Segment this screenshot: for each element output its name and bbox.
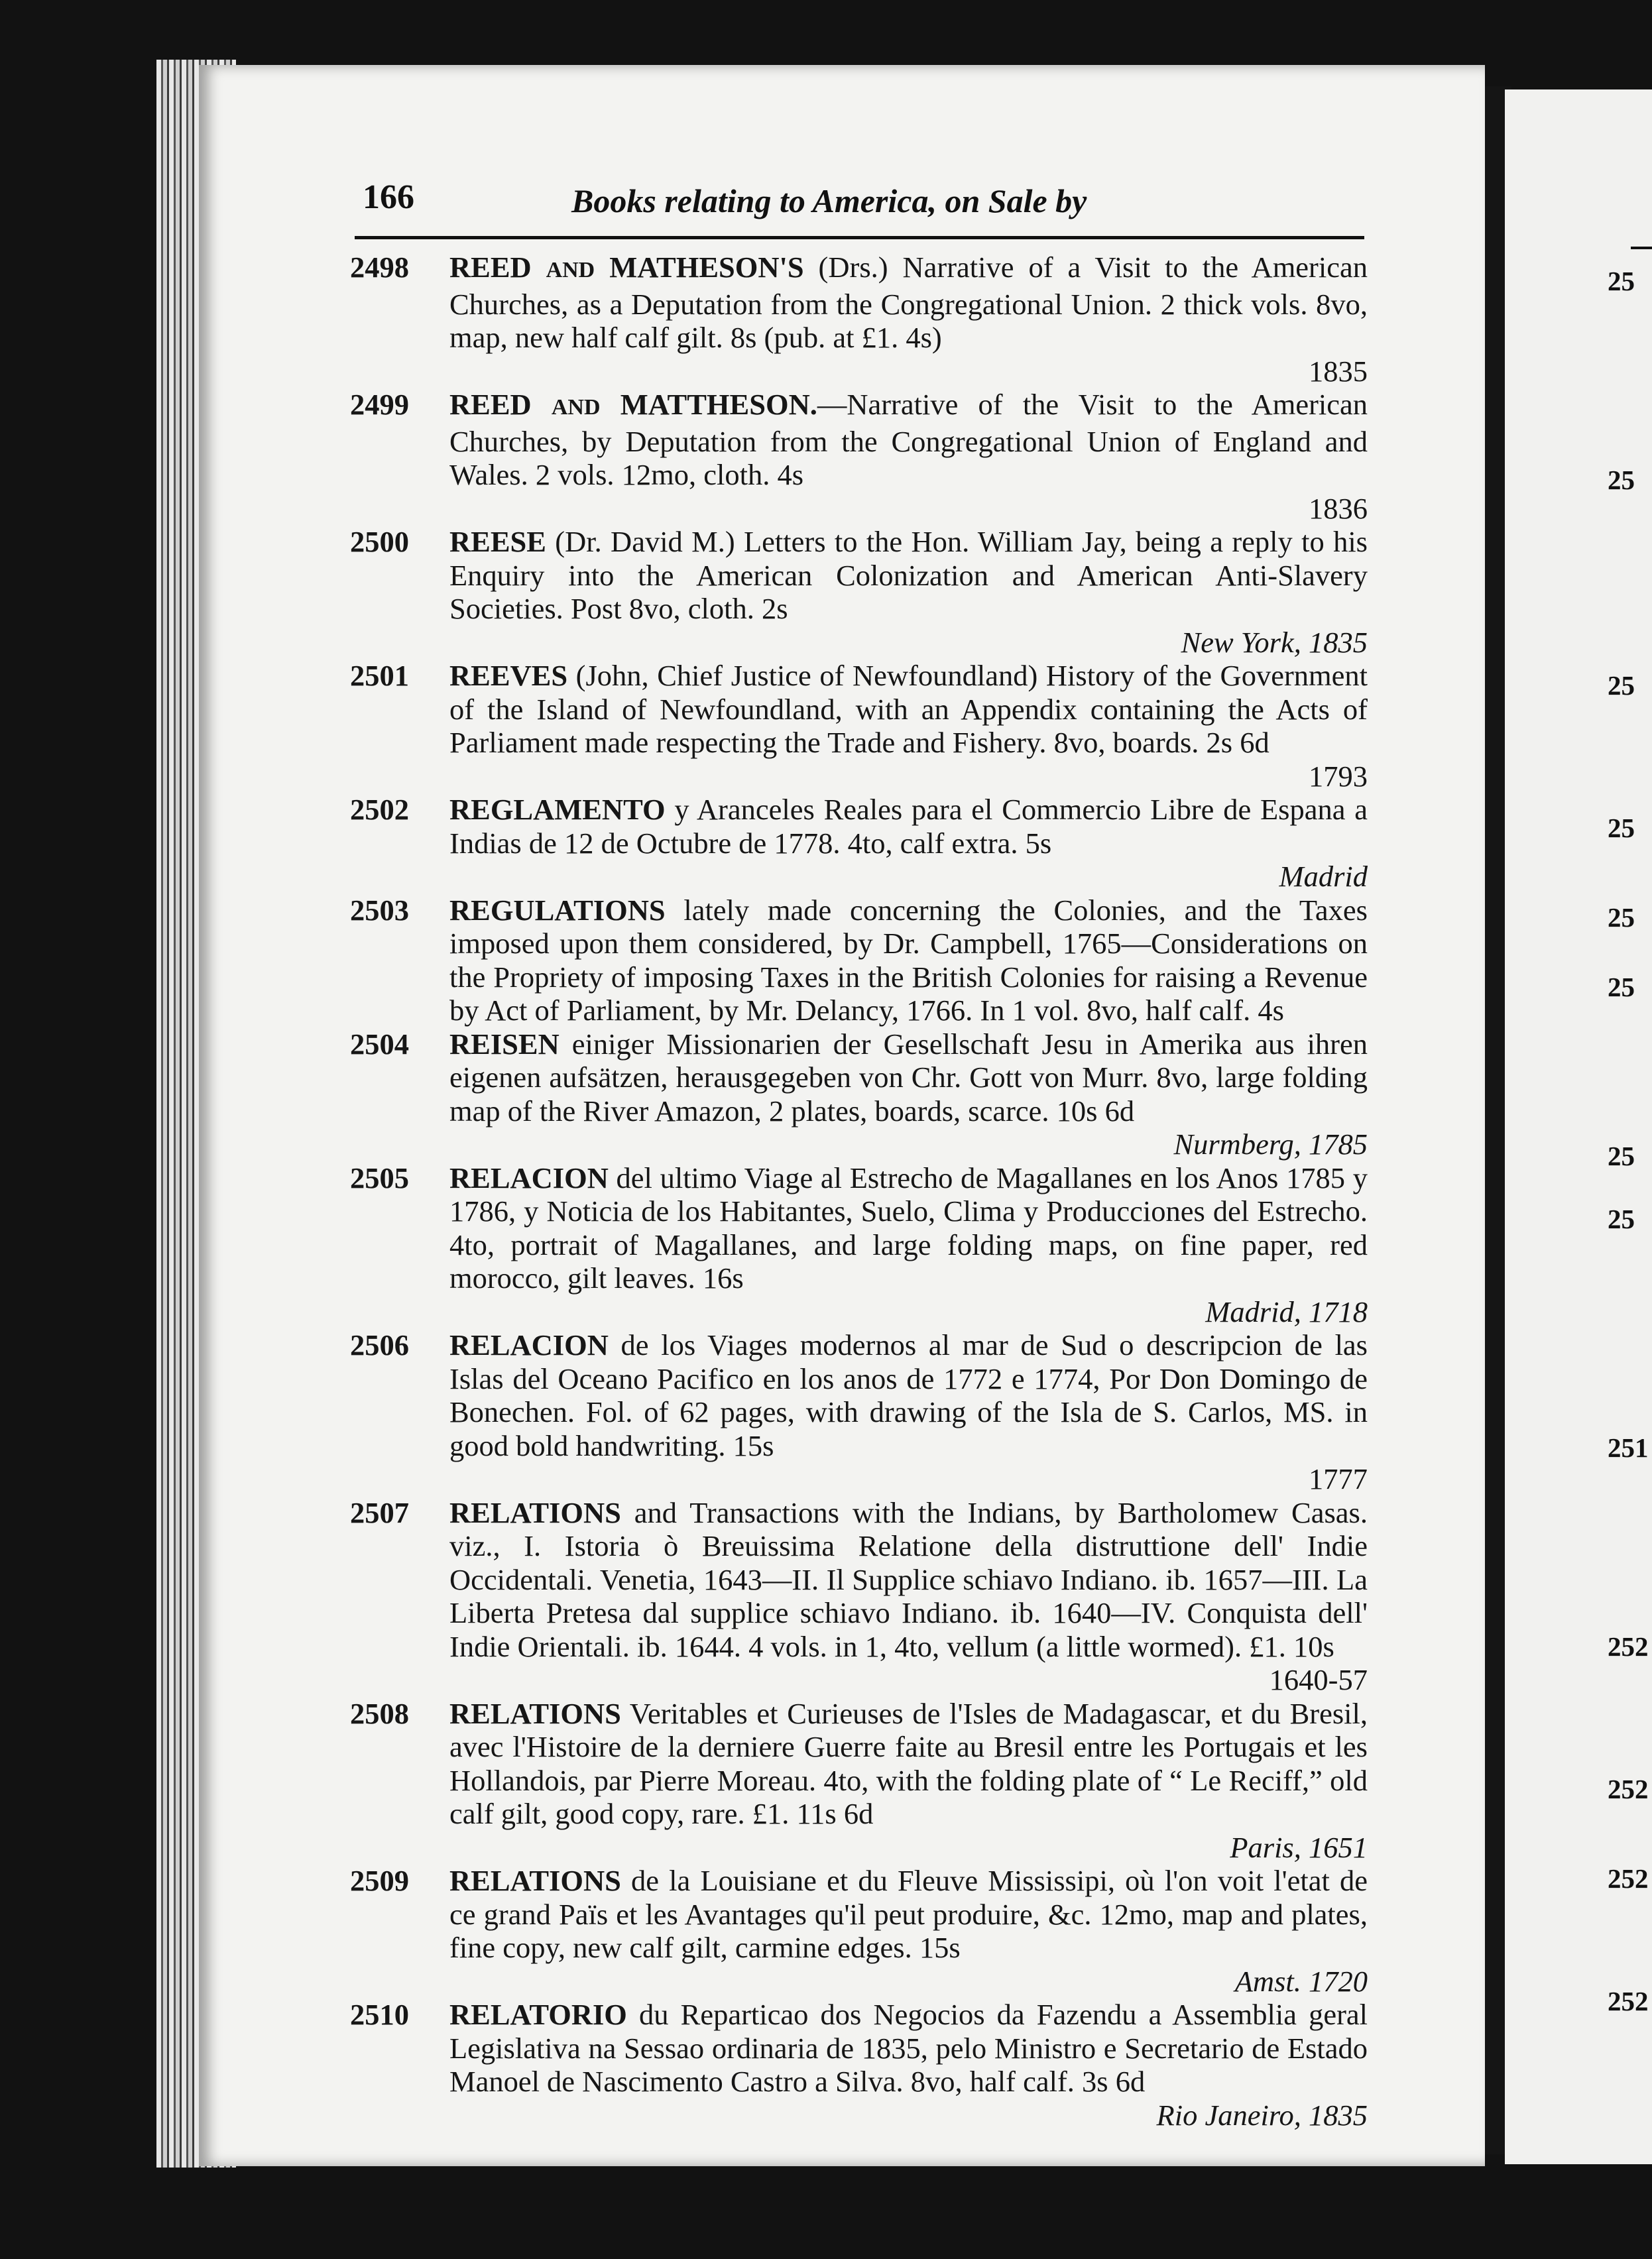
entry-imprint: Amst. 1720 (1234, 1964, 1368, 1998)
entry-text (449, 1328, 1368, 1496)
facing-page-number-fragment: 252 (1608, 1631, 1649, 1662)
entry-description: (Dr. David M.) Letters to the Hon. William Jay, being a reply to his Enquiry into the American Colonization and American Anti-Slavery Societies. Post 8vo, cloth. 2s (449, 525, 1368, 625)
entry-heading: REGULATIONS (449, 893, 666, 927)
entry-text (449, 1864, 1368, 1998)
facing-page-number-fragment: 25 (1608, 1204, 1635, 1234)
entry-number: 2508 (350, 1696, 409, 1730)
entry-heading: RELATIONS (449, 1495, 621, 1529)
facing-page (1505, 89, 1652, 2164)
entry-date: 1793 (1309, 759, 1368, 793)
entry-heading-conjunction: AND (551, 395, 601, 420)
catalogue-entries (350, 251, 1368, 2132)
entry-text (449, 388, 1368, 525)
entry-description: del ultimo Viage al Estrecho de Magallanes en los Anos 1785 y 1786, y Noticia de los Habitantes, Suelo, Clima y Producciones del Estrecho. 4to, portrait of Magallanes, and large folding maps, on fine paper, red morocco, gilt leaves. 16s (449, 1161, 1368, 1295)
entry-heading: RELATIONS (449, 1696, 621, 1730)
catalogue-entry (350, 1864, 1368, 1998)
entry-date: 1835 (1309, 354, 1368, 388)
entry-text (449, 1496, 1368, 1697)
entry-number: 2510 (350, 1998, 409, 2031)
entry-heading: RELATIONS (449, 1864, 621, 1897)
entry-heading-conjunction: AND (546, 258, 595, 282)
facing-page-number-fragment: 252 (1608, 1986, 1649, 2016)
entry-number: 2499 (350, 388, 409, 421)
entry-text (449, 894, 1368, 1027)
facing-page-number-fragment: 252 (1608, 1774, 1649, 1804)
entry-number: 2504 (350, 1027, 409, 1061)
entry-heading: REED (449, 251, 532, 284)
entry-heading: RELACION (449, 1161, 609, 1194)
entry-heading: REGLAMENTO (449, 793, 666, 826)
facing-page-number-fragment: 25 (1608, 465, 1635, 495)
catalogue-entry (350, 894, 1368, 1027)
catalogue-entry (350, 1998, 1368, 2132)
entry-text (449, 1697, 1368, 1865)
facing-page-number-fragment: 251 (1608, 1432, 1649, 1463)
entry-date: 1836 (1309, 491, 1368, 525)
entry-heading-second: MATHESON'S (609, 251, 804, 284)
facing-page-number-fragment: 25 (1608, 813, 1635, 843)
entry-number: 2502 (350, 793, 409, 826)
entry-description: du Reparticao dos Negocios da Fazendu a Assemblia geral Legislativa na Sessao ordinaria de 1835, pelo Ministro e Secretario de Estado Manoel de Nascimento Castro a Silva. 8vo, half calf. 3s 6d (449, 1998, 1368, 2098)
page-number: 166 (363, 178, 414, 216)
entry-heading-second: MATTHESON. (620, 388, 817, 421)
catalogue-entry (350, 793, 1368, 894)
entry-text (449, 793, 1368, 894)
entry-text (449, 525, 1368, 659)
catalogue-entry (350, 659, 1368, 793)
entry-heading: RELATORIO (449, 1998, 627, 2031)
running-title: Books relating to America, on Sale by (571, 182, 1087, 219)
entry-heading: REESE (449, 525, 546, 558)
catalogue-entry (350, 1161, 1368, 1329)
entry-number: 2507 (350, 1495, 409, 1529)
catalogue-entry (350, 1496, 1368, 1697)
entry-imprint: Madrid (1279, 860, 1368, 893)
entry-description: y Aranceles Reales para el Commercio Libre de Espana a Indias de 12 de Octubre de 1778. 4to, calf extra. 5s (449, 793, 1368, 860)
entry-text (449, 1161, 1368, 1329)
facing-page-number-fragment: 25 (1608, 902, 1635, 933)
entry-description: (John, Chief Justice of Newfoundland) History of the Government of the Island of Newfoundland, with an Appendix containing the Acts of Parliament made respecting the Trade and Fishery. 8vo, boards. 2s 6d (449, 659, 1368, 759)
facing-page-number-fragment: 252 (1608, 1863, 1649, 1894)
entry-number: 2501 (350, 659, 409, 692)
entry-number: 2506 (350, 1328, 409, 1361)
catalogue-entry (350, 1027, 1368, 1161)
catalogue-entry (350, 388, 1368, 525)
entry-heading: REEVES (449, 659, 568, 692)
entry-text (449, 251, 1368, 388)
facing-page-number-fragment: 25 (1608, 972, 1635, 1002)
entry-description: (Drs.) Narrative of a Visit to the American Churches, as a Deputation from the Congregational Union. 2 thick vols. 8vo, map, new half calf gilt. 8s (pub. at £1. 4s) (449, 251, 1368, 354)
entry-imprint: Rio Janeiro, 1835 (1156, 2098, 1368, 2132)
entry-date: 1777 (1309, 1462, 1368, 1495)
entry-description: —Narrative of the Visit to the American Churches, by Deputation from the Congregational Union of England and Wales. 2 vols. 12mo, cloth. 4s (449, 388, 1368, 491)
catalogue-entry (350, 251, 1368, 388)
entry-heading: REISEN (449, 1027, 560, 1061)
facing-page-number-fragment: 25 (1608, 266, 1635, 296)
facing-page-number-fragment: 25 (1608, 670, 1635, 701)
entry-text (449, 1027, 1368, 1161)
entry-heading: REED (449, 388, 532, 421)
entry-imprint: Madrid, 1718 (1205, 1295, 1368, 1328)
entry-imprint: Paris, 1651 (1230, 1830, 1368, 1864)
entry-text (449, 659, 1368, 793)
entry-imprint: New York, 1835 (1181, 625, 1368, 659)
entry-number: 2503 (350, 893, 409, 927)
header-rule (355, 236, 1364, 239)
catalogue-entry (350, 525, 1368, 659)
entry-description: and Transactions with the Indians, by Bartholomew Casas. viz., I. Istoria ò Breuissima Relatione della distruttione dell' Indie Occidentali. Venetia, 1643—II. Il Supplice schiavo Indiano. ib. 1657—III. La Liberta Pretesa dal supplice schiavo Indiano. ib. 1640—IV. Conquista dell' Indie Orientali. ib. 1644. 4 vols. in 1, 4to, vellum (a little wormed). £1. 10s (449, 1495, 1368, 1663)
entry-description: de los Viages modernos al mar de Sud o descripcion de las Islas del Oceano Pacifico en los anos de 1772 e 1774, Por Don Domingo de Bonechen. Fol. of 62 pages, with drawing of the Isla de S. Carlos, MS. in good bold handwriting. 15s (449, 1328, 1368, 1462)
entry-description: Veritables et Curieuses de l'Isles de Madagascar, et du Bresil, avec l'Histoire de la derniere Guerre faite au Bresil entre les Portugais et les Hollandois, par Pierre Moreau. 4to, with the folding plate of “ Le Reciff,” old calf gilt, good copy, rare. £1. 11s 6d (449, 1696, 1368, 1830)
entry-description: de la Louisiane et du Fleuve Mississipi, où l'on voit l'etat de ce grand Païs et les Avantages qu'il peut produire, &c. 12mo, map and plates, fine copy, new calf gilt, carmine edges. 15s (449, 1864, 1368, 1964)
entry-number: 2505 (350, 1161, 409, 1194)
entry-number: 2498 (350, 251, 409, 284)
entry-imprint: Nurmberg, 1785 (1173, 1128, 1368, 1161)
entry-description: lately made concerning the Colonies, and the Taxes imposed upon them considered, by Dr. Campbell, 1765—Considerations on the Propriety of imposing Taxes in the British Colonies for raising a Revenue by Act of Parliament, by Mr. Delancy, 1766. In 1 vol. 8vo, half calf. 4s (449, 893, 1368, 1027)
entry-date: 1640-57 (1269, 1663, 1368, 1696)
catalogue-entry (350, 1328, 1368, 1496)
entry-number: 2500 (350, 525, 409, 558)
entry-number: 2509 (350, 1864, 409, 1897)
entry-text (449, 1998, 1368, 2132)
entry-heading: RELACION (449, 1328, 609, 1361)
entry-description: einiger Missionarien der Gesellschaft Jesu in Amerika aus ihren eigenen aufsätzen, herausgegeben von Chr. Gott von Murr. 8vo, large folding map of the River Amazon, 2 plates, boards, scarce. 10s 6d (449, 1027, 1368, 1128)
page-header (363, 178, 1364, 224)
facing-page-number-fragment: 25 (1608, 1141, 1635, 1171)
facing-page-rule (1631, 247, 1652, 249)
catalogue-entry (350, 1697, 1368, 1865)
